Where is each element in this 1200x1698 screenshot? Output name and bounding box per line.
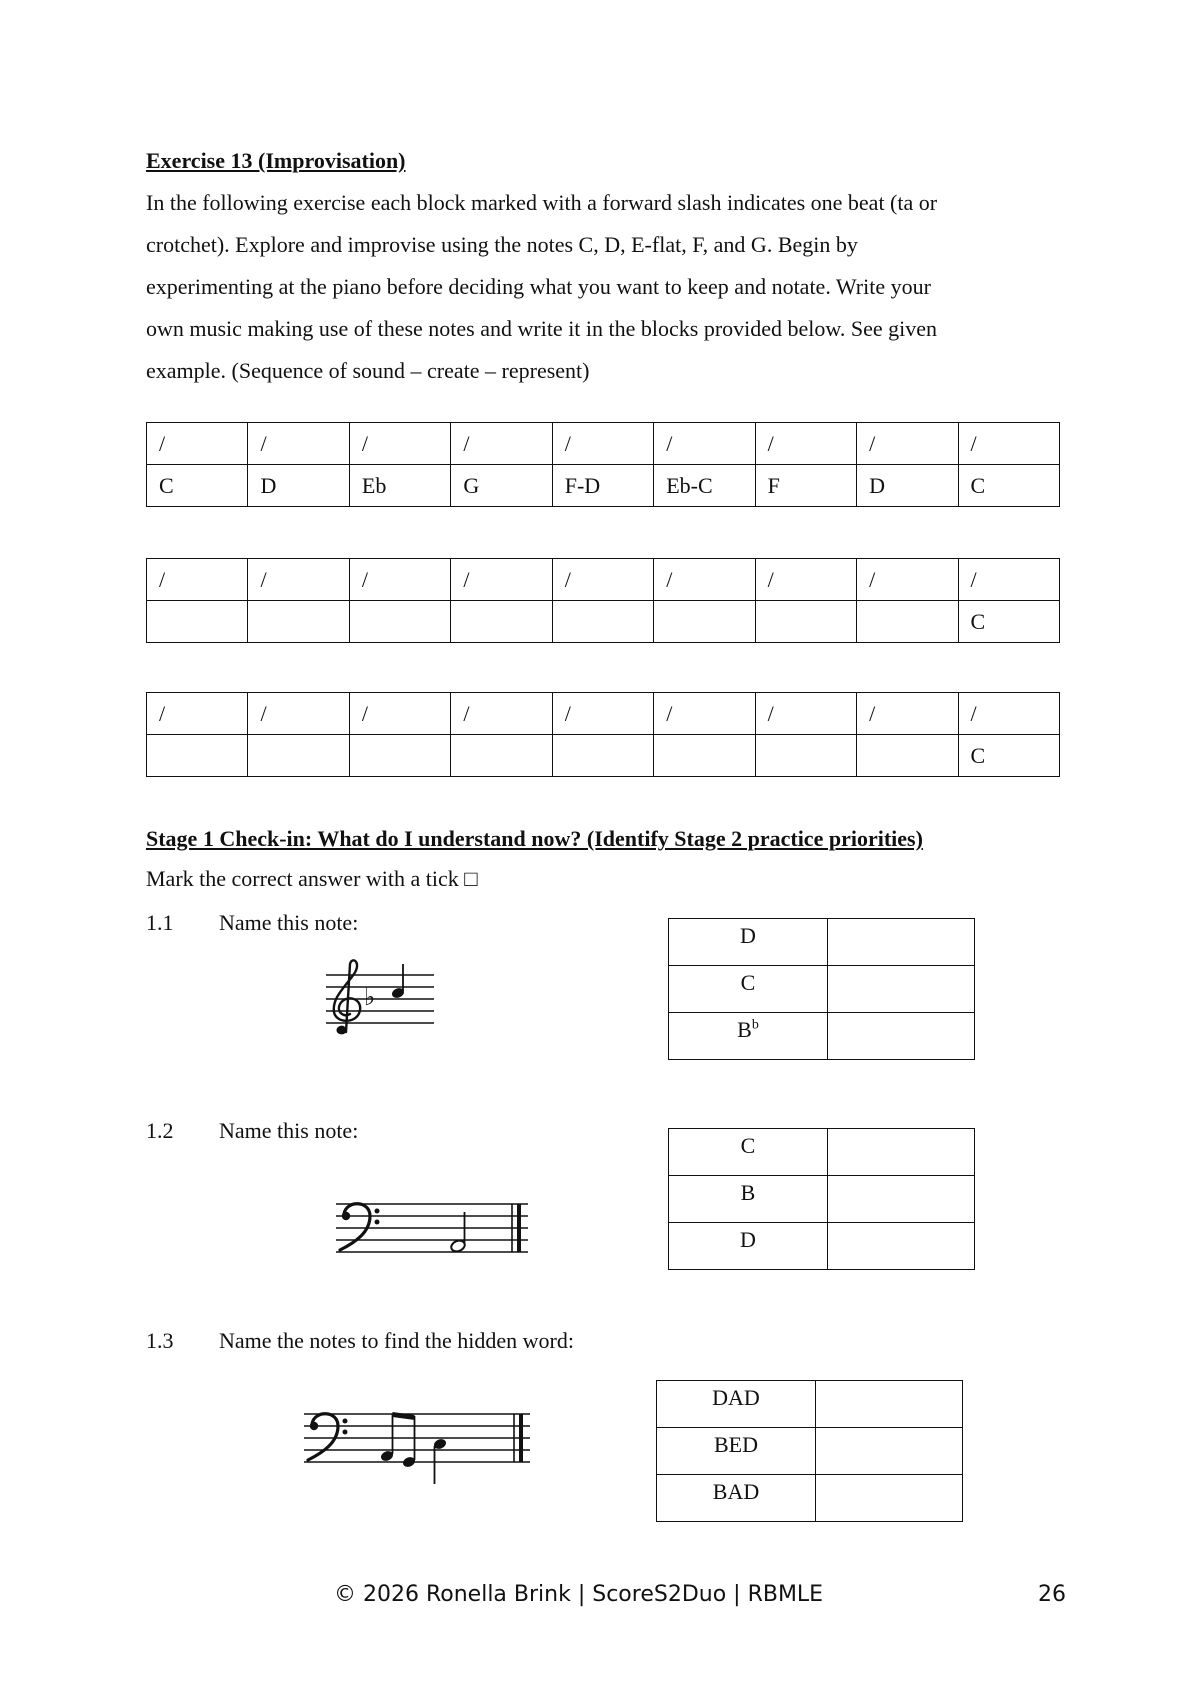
beat-cell: / <box>349 693 450 735</box>
note-cell: C <box>147 465 248 507</box>
note-cell[interactable] <box>451 735 552 777</box>
question-text: Name the notes to find the hidden word: <box>219 1328 574 1353</box>
question-text: Name this note: <box>219 1118 359 1143</box>
note-cell[interactable] <box>552 735 653 777</box>
note-cell: C <box>958 601 1060 643</box>
checkin-title: Stage 1 Check-in: What do I understand now? (Identify Stage 2 practice priorities) <box>146 826 923 851</box>
note-row <box>147 465 1060 507</box>
note-cell[interactable] <box>248 735 349 777</box>
beat-cell: / <box>958 423 1060 465</box>
answer-row <box>669 1129 975 1176</box>
note-cell: C <box>958 735 1060 777</box>
beat-row <box>147 559 1060 601</box>
beat-cell: / <box>451 559 552 601</box>
answer-row <box>657 1381 963 1428</box>
quarter-note-icon <box>433 1437 448 1484</box>
note-cell[interactable] <box>755 601 856 643</box>
answer-table-1-2 <box>668 1128 975 1270</box>
beat-cell: / <box>654 559 755 601</box>
answer-option: C <box>669 966 828 1013</box>
answer-option: D <box>669 1223 828 1270</box>
beat-table-2 <box>146 558 1060 643</box>
answer-row <box>669 1013 975 1060</box>
beamed-eighth-notes-icon <box>380 1412 417 1469</box>
note-cell[interactable] <box>755 735 856 777</box>
note-cell[interactable] <box>654 601 755 643</box>
beat-cell: / <box>147 423 248 465</box>
bass-staff-notation <box>332 1196 534 1260</box>
tick-box[interactable] <box>828 919 975 966</box>
beat-cell: / <box>958 559 1060 601</box>
answer-row <box>669 919 975 966</box>
flat-sign-icon: ♭ <box>364 983 376 1011</box>
beat-cell: / <box>755 423 856 465</box>
exercise-instructions <box>146 182 1106 392</box>
note-cell[interactable] <box>248 601 349 643</box>
answer-option: C <box>669 1129 828 1176</box>
beat-cell: / <box>654 693 755 735</box>
beat-cell: / <box>755 693 856 735</box>
question-number: 1.1 <box>146 910 174 935</box>
beat-cell: / <box>552 693 653 735</box>
note-cell[interactable] <box>349 601 450 643</box>
note-cell: Eb-C <box>654 465 755 507</box>
answer-option: BAD <box>657 1475 816 1522</box>
instruction-line: experimenting at the piano before deciding what you want to keep and notate. Write your <box>146 274 931 299</box>
answer-row <box>669 966 975 1013</box>
beat-cell: / <box>857 559 958 601</box>
beat-cell: / <box>248 693 349 735</box>
answer-option: BED <box>657 1428 816 1475</box>
page-number: 26 <box>1038 1582 1066 1607</box>
beat-row <box>147 423 1060 465</box>
answer-option: D <box>669 919 828 966</box>
note-cell[interactable] <box>451 601 552 643</box>
answer-option: DAD <box>657 1381 816 1428</box>
answer-row <box>657 1428 963 1475</box>
note-cell[interactable] <box>349 735 450 777</box>
answer-row <box>669 1176 975 1223</box>
note-cell[interactable] <box>654 735 755 777</box>
beat-cell: / <box>451 423 552 465</box>
question-number: 1.3 <box>146 1328 174 1353</box>
bass-clef-icon <box>340 1204 380 1250</box>
half-note-icon <box>450 1212 467 1253</box>
note-cell[interactable] <box>552 601 653 643</box>
note-row <box>147 735 1060 777</box>
answer-option-superscript: b <box>751 1017 759 1033</box>
beat-cell: / <box>552 423 653 465</box>
tick-box[interactable] <box>828 1176 975 1223</box>
note-cell[interactable] <box>147 601 248 643</box>
answer-table-1-1 <box>668 918 975 1060</box>
footer-copyright: © 2026 Ronella Brink | ScoreS2Duo | RBMLE <box>334 1582 824 1607</box>
beat-cell: / <box>147 693 248 735</box>
note-cell[interactable] <box>857 601 958 643</box>
note-cell: C <box>958 465 1060 507</box>
note-cell: Eb <box>349 465 450 507</box>
note-cell[interactable] <box>147 735 248 777</box>
beat-cell: / <box>147 559 248 601</box>
note-cell: D <box>857 465 958 507</box>
checkin-instruction: Mark the correct answer with a tick □ <box>146 866 478 891</box>
note-cell[interactable] <box>857 735 958 777</box>
instruction-line: own music making use of these notes and write it in the blocks provided below. See given <box>146 316 938 341</box>
tick-box[interactable] <box>816 1428 963 1475</box>
instruction-line: In the following exercise each block marked with a forward slash indicates one beat (ta or <box>146 190 938 215</box>
tick-box[interactable] <box>828 1013 975 1060</box>
tick-box[interactable] <box>816 1475 963 1522</box>
beat-cell: / <box>248 423 349 465</box>
beat-row <box>147 693 1060 735</box>
instruction-line: example. (Sequence of sound – create – represent) <box>146 358 590 383</box>
beat-cell: / <box>552 559 653 601</box>
beat-cell: / <box>958 693 1060 735</box>
bass-clef-icon <box>308 1414 348 1460</box>
tick-box[interactable] <box>828 1223 975 1270</box>
beat-cell: / <box>349 559 450 601</box>
answer-option-b-flat <box>669 1013 828 1060</box>
note-cell: D <box>248 465 349 507</box>
beat-cell: / <box>857 423 958 465</box>
answer-option: B <box>669 1176 828 1223</box>
beat-cell: / <box>755 559 856 601</box>
beat-cell: / <box>451 693 552 735</box>
tick-box[interactable] <box>828 966 975 1013</box>
beat-cell: / <box>857 693 958 735</box>
tick-box[interactable] <box>816 1381 963 1428</box>
answer-row <box>657 1475 963 1522</box>
note-cell: F <box>755 465 856 507</box>
quarter-note-icon <box>391 964 406 1000</box>
exercise-title: Exercise 13 (Improvisation) <box>146 148 406 173</box>
beat-cell: / <box>248 559 349 601</box>
answer-row <box>669 1223 975 1270</box>
answer-table-1-3 <box>656 1380 963 1522</box>
tick-box[interactable] <box>828 1129 975 1176</box>
beat-cell: / <box>654 423 755 465</box>
treble-staff-notation <box>322 958 450 1040</box>
note-row <box>147 601 1060 643</box>
note-cell: F-D <box>552 465 653 507</box>
beat-table-3 <box>146 692 1060 777</box>
note-cell: G <box>451 465 552 507</box>
beat-cell: / <box>349 423 450 465</box>
bass-staff-hidden-word <box>300 1396 534 1486</box>
answer-option: B <box>737 1017 752 1042</box>
question-text: Name this note: <box>219 910 359 935</box>
beat-table-example <box>146 422 1060 507</box>
question-number: 1.2 <box>146 1118 174 1143</box>
instruction-line: crotchet). Explore and improvise using the notes C, D, E-flat, F, and G. Begin by <box>146 232 858 257</box>
